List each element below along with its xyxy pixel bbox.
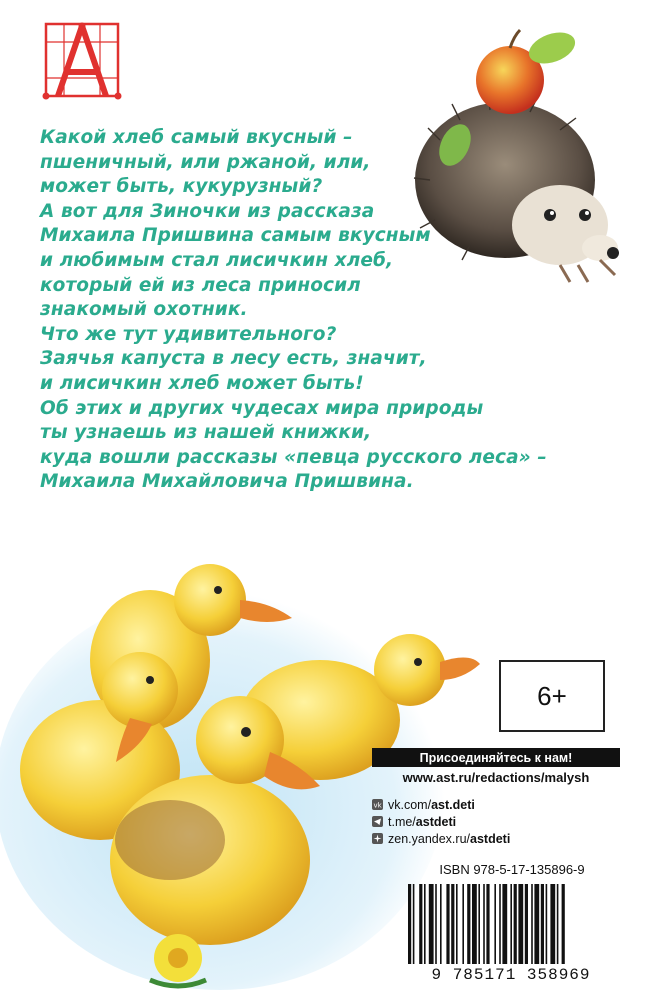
description-line: и лисичкин хлеб может быть! — [40, 372, 364, 394]
barcode-bar — [446, 884, 449, 964]
social-handle: astdeti — [415, 814, 457, 829]
barcode-bar — [462, 884, 464, 964]
barcode-bar — [557, 884, 559, 964]
barcode-bar — [518, 884, 523, 964]
description-line: Какой хлеб самый вкусный – — [40, 127, 353, 148]
description-line: куда вошли рассказы «певца русского леса» – — [40, 446, 547, 468]
website-prefix: www. — [402, 770, 437, 785]
barcode — [402, 880, 620, 970]
barcode-bar — [456, 884, 458, 964]
website-domain: ast.ru — [436, 770, 472, 785]
telegram-icon — [372, 816, 383, 827]
description-line: Что же тут удивительного? — [40, 323, 337, 345]
barcode-bar — [541, 884, 544, 964]
barcode-bar — [478, 884, 480, 964]
barcode-number: 9 785171 358969 — [431, 966, 591, 984]
description-line: может быть, кукурузный? — [40, 176, 323, 198]
barcode-bar — [510, 884, 512, 964]
isbn-text: ISBN 978-5-17-135896-9 — [439, 862, 585, 877]
description-line: Михаила Пришвина самым вкусным — [40, 225, 431, 247]
barcode-bar — [525, 884, 528, 964]
vk-icon — [372, 799, 383, 810]
social-link-zen[interactable] — [372, 830, 620, 847]
barcode-bar — [408, 884, 411, 964]
barcode-bar — [429, 884, 434, 964]
publisher-website-link[interactable] — [372, 770, 620, 785]
barcode-bar — [486, 884, 489, 964]
barcode-bar — [483, 884, 485, 964]
description-line: и любимым стал лисичкин хлеб, — [40, 249, 394, 271]
social-handle: ast.deti — [431, 797, 475, 812]
barcode-bar — [502, 884, 507, 964]
barcode-bar — [435, 884, 437, 964]
description-line: А вот для Зиночки из рассказа — [40, 200, 375, 222]
barcode-bar — [514, 884, 517, 964]
social-links — [372, 796, 620, 847]
social-prefix: zen.yandex.ru/ — [388, 831, 470, 846]
age-rating-badge: 6+ — [499, 660, 605, 732]
barcode-bar — [550, 884, 555, 964]
zen-icon — [372, 833, 383, 844]
social-prefix: t.me/ — [388, 814, 416, 829]
website-path: /redactions/malysh — [471, 770, 590, 785]
publisher-logo — [40, 18, 124, 102]
barcode-bar — [494, 884, 496, 964]
barcode-bar — [419, 884, 422, 964]
barcode-bar — [531, 884, 533, 964]
description-line: знакомый охотник. — [40, 299, 248, 321]
description-line: пшеничный, или ржаной, или, — [40, 151, 371, 173]
description-line: Заячья капуста в лесу есть, значит, — [40, 348, 427, 370]
description-line: Об этих и других чудесах мира природы — [40, 397, 484, 419]
barcode-bar — [424, 884, 426, 964]
barcode-bar — [440, 884, 442, 964]
social-link-vk[interactable] — [372, 796, 620, 813]
description-line: который ей из леса приносил — [40, 274, 361, 296]
description-line: ты узнаешь из нашей книжки, — [40, 422, 372, 444]
barcode-bar — [546, 884, 548, 964]
social-link-telegram[interactable] — [372, 813, 620, 830]
barcode-bar — [534, 884, 539, 964]
social-prefix: vk.com/ — [388, 797, 432, 812]
svg-text:vk: vk — [373, 801, 382, 809]
barcode-bar — [499, 884, 501, 964]
barcode-bar — [467, 884, 470, 964]
barcode-bar — [562, 884, 565, 964]
social-handle: astdeti — [470, 831, 511, 846]
barcode-bar — [472, 884, 477, 964]
book-description — [40, 126, 547, 495]
barcode-bar — [413, 884, 415, 964]
description-line: Михаила Михайловича Пришвина. — [40, 471, 414, 493]
join-us-banner: Присоединяйтесь к нам! — [372, 748, 620, 767]
barcode-bar — [451, 884, 454, 964]
